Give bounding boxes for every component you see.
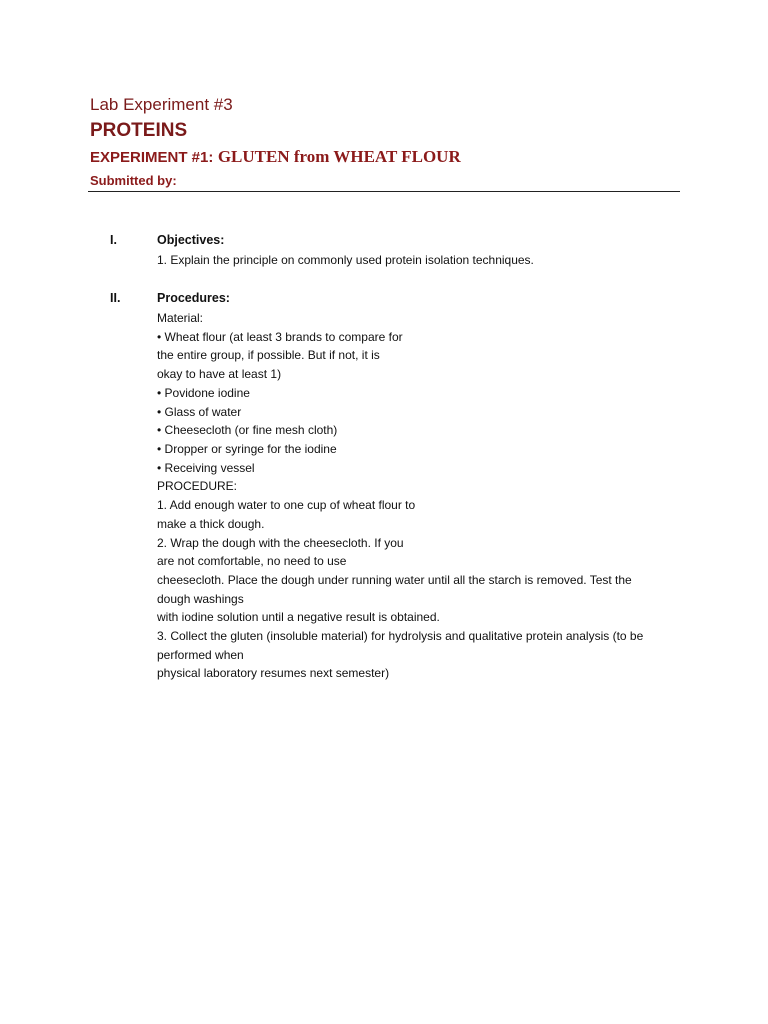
- procedure-line: with iodine solution until a negative result is obtained.: [157, 610, 440, 624]
- procedure-line: • Povidone iodine: [157, 386, 250, 400]
- procedure-line: 1. Add enough water to one cup of wheat flour to: [157, 498, 416, 512]
- section-title-procedures: Procedures:: [157, 291, 230, 305]
- procedure-line: 3. Collect the gluten (insoluble material) for hydrolysis and qualitative protein analysis (to be: [157, 629, 644, 643]
- procedure-line: performed when: [157, 648, 244, 662]
- experiment-heading: [90, 147, 461, 167]
- procedure-line: • Receiving vessel: [157, 461, 255, 475]
- lab-title: Lab Experiment #3: [90, 95, 233, 114]
- procedure-line: • Cheesecloth (or fine mesh cloth): [157, 423, 338, 437]
- procedure-line: Material:: [157, 311, 204, 325]
- objective-line: 1. Explain the principle on commonly used protein isolation techniques.: [157, 253, 534, 267]
- procedure-line: make a thick dough.: [157, 517, 265, 531]
- section-number: I.: [110, 233, 117, 247]
- proteins-heading: PROTEINS: [90, 120, 188, 141]
- section-number: II.: [110, 291, 121, 305]
- experiment-prefix: EXPERIMENT #1:: [90, 149, 214, 166]
- section-title-objectives: Objectives:: [157, 233, 225, 247]
- procedure-line: PROCEDURE:: [157, 479, 238, 493]
- procedure-line: are not comfortable, no need to use: [157, 554, 347, 568]
- submitted-by-label: Submitted by:: [90, 173, 177, 188]
- procedure-line: 2. Wrap the dough with the cheesecloth. If you: [157, 536, 404, 550]
- header-divider: [88, 191, 680, 192]
- procedure-line: the entire group, if possible. But if not, it is: [157, 348, 380, 362]
- procedure-line: okay to have at least 1): [157, 367, 282, 381]
- procedure-line: dough washings: [157, 592, 244, 606]
- experiment-title: GLUTEN from WHEAT FLOUR: [217, 147, 461, 166]
- procedure-line: • Dropper or syringe for the iodine: [157, 442, 337, 456]
- procedure-line: • Wheat flour (at least 3 brands to compare for: [157, 330, 403, 344]
- procedure-line: cheesecloth. Place the dough under running water until all the starch is removed. Test the: [157, 573, 632, 587]
- procedure-line: physical laboratory resumes next semester): [157, 666, 390, 680]
- procedure-line: • Glass of water: [157, 405, 242, 419]
